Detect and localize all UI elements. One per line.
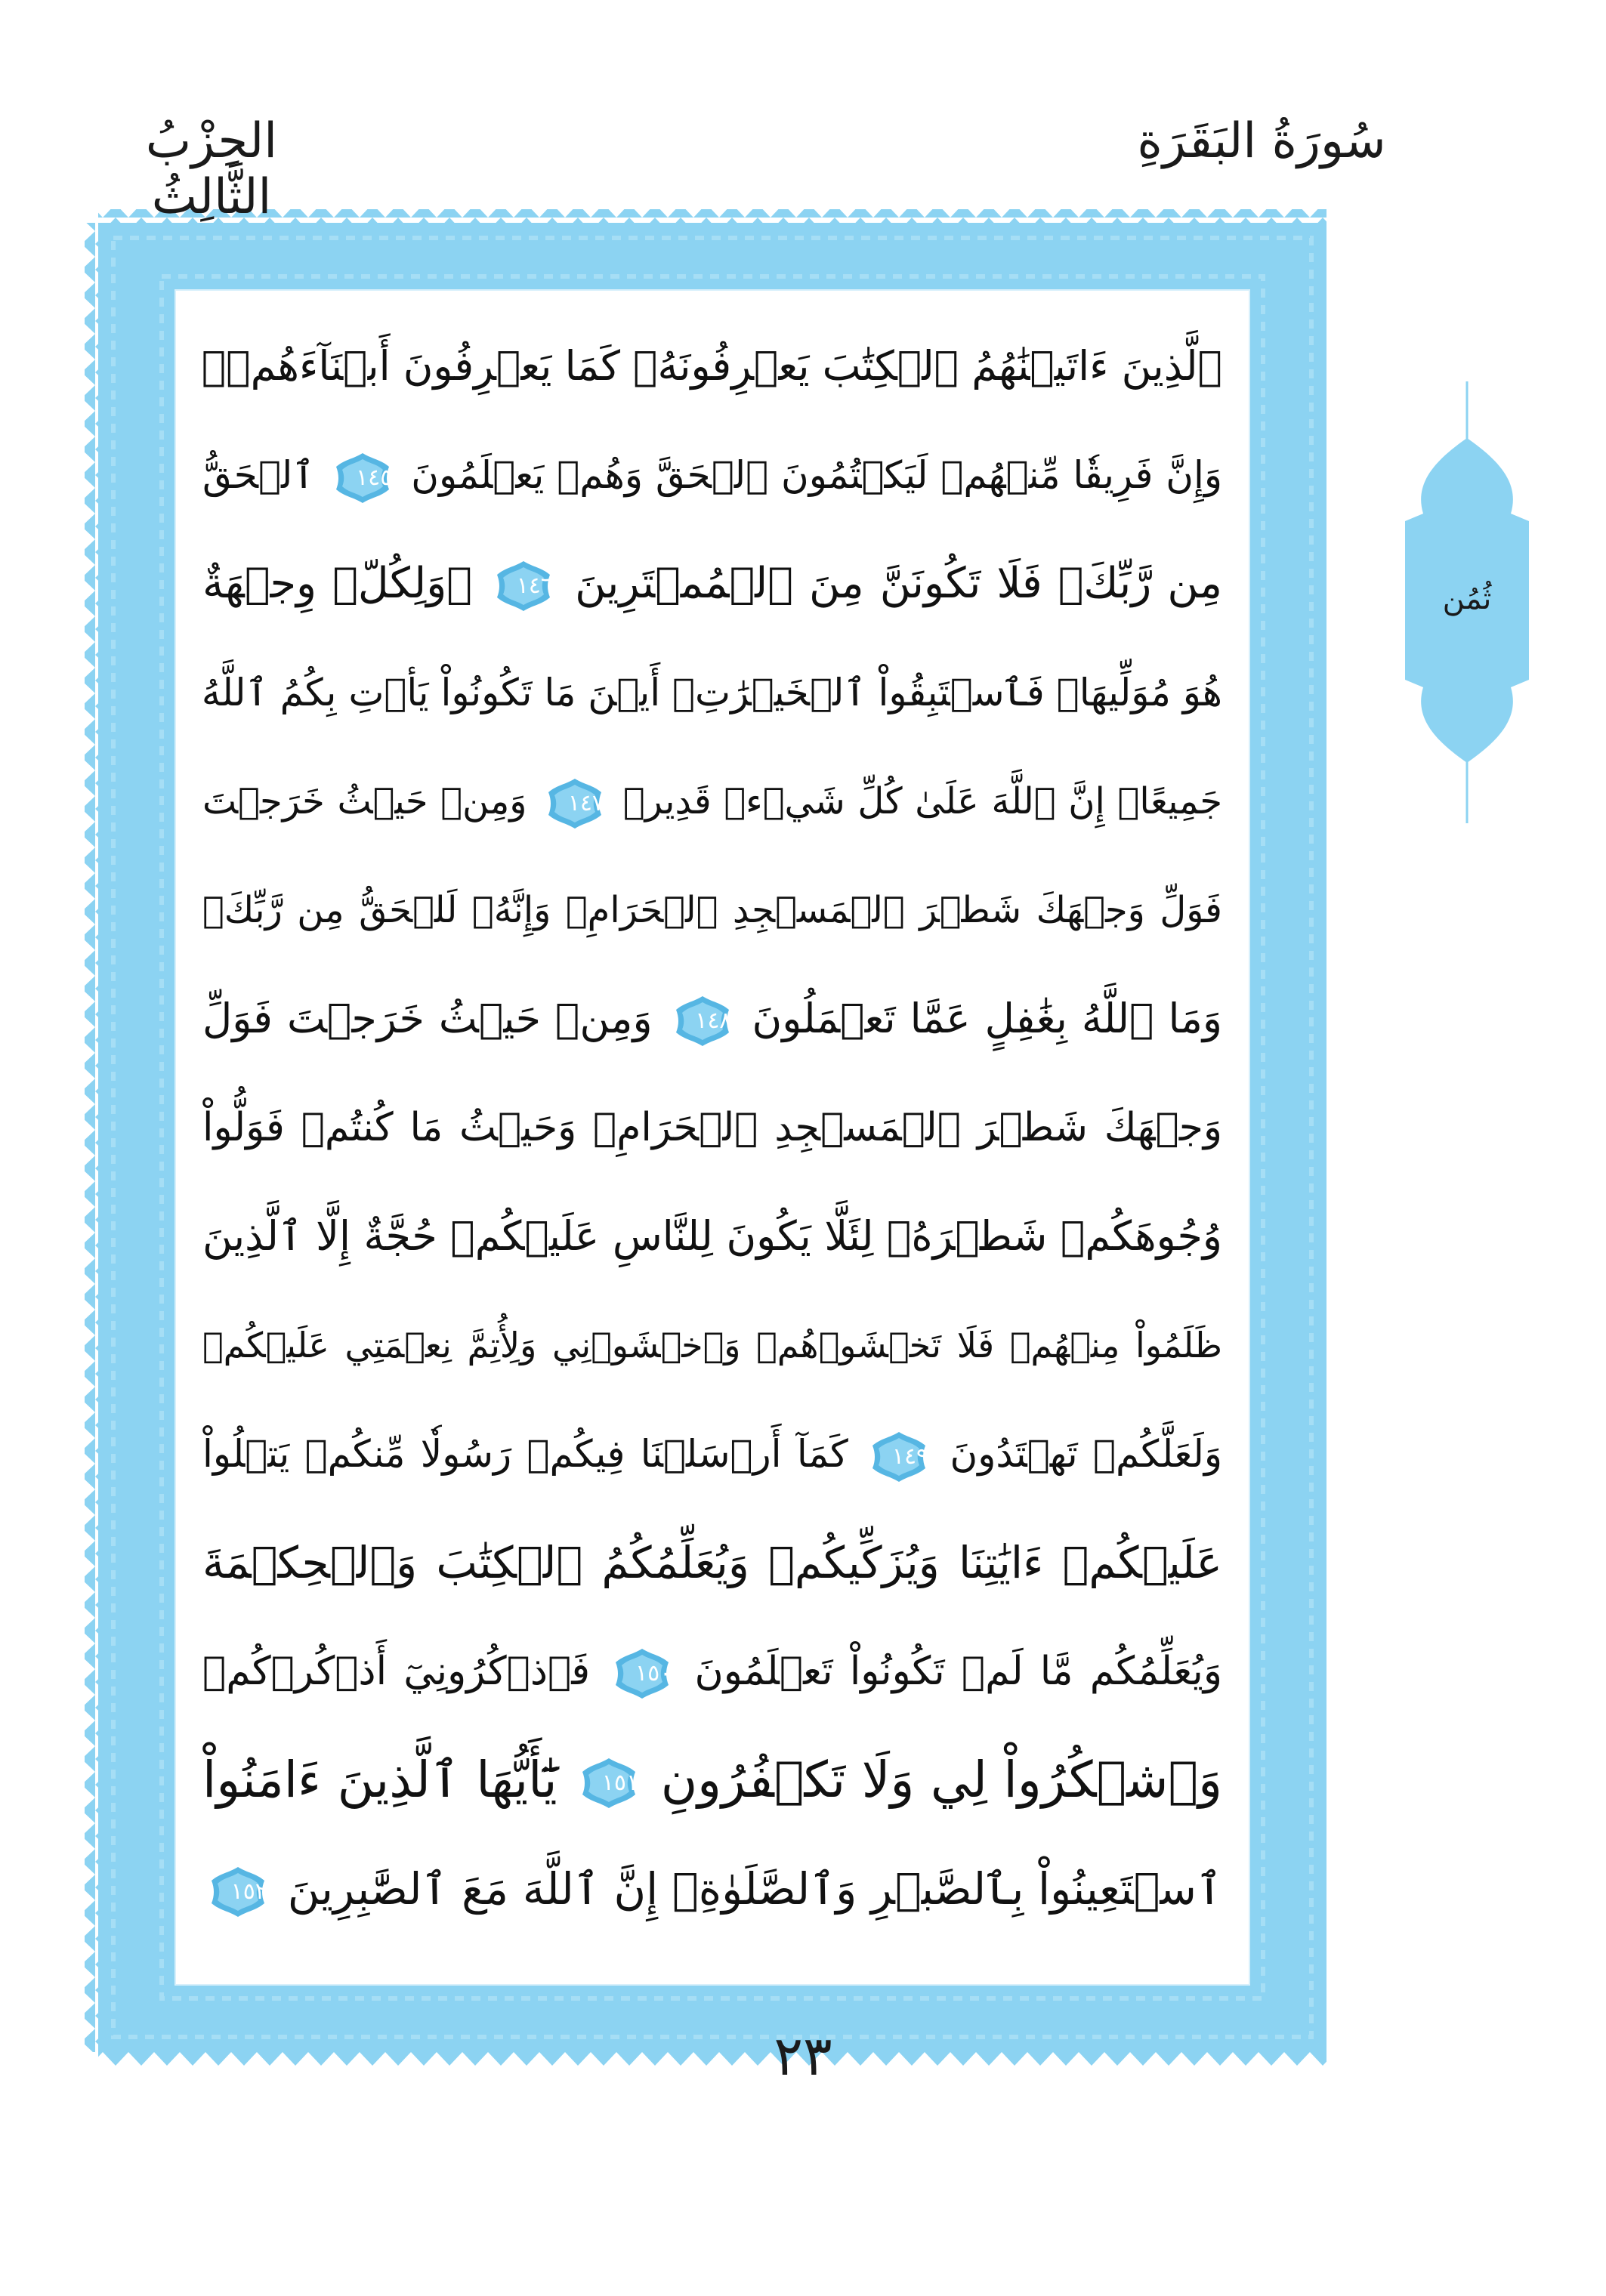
verse-line — [202, 434, 1222, 517]
verse-text: وَإِنَّ فَرِيقٗا مِّنۡهُمۡ لَيَكۡتُمُونَ ٱلۡحَقَّ وَهُمۡ يَعۡلَمُونَ — [411, 453, 1222, 497]
verse-text: وَلَعَلَّكُمۡ تَهۡتَدُونَ — [950, 1432, 1222, 1476]
verse-line — [202, 869, 1222, 952]
ayah-number-marker — [494, 560, 553, 613]
surah-title: سُورَةُ البَقَرَةِ — [1137, 113, 1386, 169]
frame-edge-left — [85, 223, 98, 2052]
verse-line — [202, 1195, 1222, 1278]
verse-text-continued: ٱلۡحَقُّ — [202, 453, 315, 497]
thumn-label: ثُمُن — [1442, 582, 1492, 616]
verse-text: مِن رَّبِّكَۖ فَلَا تَكُونَنَّ مِنَ ٱلۡمُمۡتَرِينَ — [575, 559, 1222, 608]
verse-text: ٱلَّذِينَ ءَاتَيۡنَٰهُمُ ٱلۡكِتَٰبَ يَعۡرِفُونَهُۥ كَمَا يَعۡرِفُونَ أَبۡنَآءَهُمۡۖ — [201, 342, 1222, 390]
verse-line — [202, 651, 1222, 734]
verse-text-continued: فَٱذۡكُرُونِيٓ أَذۡكُرۡكُمۡ — [202, 1649, 591, 1694]
verse-text-continued: كَمَآ أَرۡسَلۡنَا فِيكُمۡ رَسُولٗا مِّنكُمۡ يَتۡلُواْ — [202, 1432, 848, 1476]
hizb-title: الحِزْبُ الثَّالِثُ — [145, 113, 278, 225]
verse-text: وَٱشۡكُرُواْ لِي وَلَا تَكۡفُرُونِ — [660, 1751, 1222, 1809]
ayah-number: ١٤٩ — [891, 1443, 929, 1470]
verse-line — [202, 1086, 1222, 1169]
verse-line — [202, 1521, 1222, 1604]
verse-text-continued: وَمِنۡ حَيۡثُ خَرَجۡتَ فَوَلِّ — [202, 995, 653, 1042]
verse-text-continued: ۞وَلِكُلّٖ وِجۡهَةٌ — [202, 559, 472, 608]
page-number: ٢٣ — [774, 2024, 832, 2088]
verse-text: فَوَلِّ وَجۡهَكَ شَطۡرَ ٱلۡمَسۡجِدِ ٱلۡحَرَامِۖ وَإِنَّهُۥ لَلۡحَقُّ مِن رَّبِّكَۗ — [202, 889, 1222, 931]
ayah-number: ١٤٦ — [516, 572, 554, 599]
verse-line — [202, 325, 1222, 408]
ayah-number-marker — [613, 1647, 672, 1700]
verse-line — [202, 1630, 1222, 1713]
ayah-number-marker — [333, 452, 392, 505]
ayah-number-marker — [673, 995, 732, 1048]
quran-text-area — [180, 295, 1245, 1980]
frame-edge-right — [1313, 223, 1326, 2052]
verse-text-continued: يَٰٓأَيُّهَا ٱلَّذِينَ ءَامَنُواْ — [202, 1751, 557, 1809]
ayah-number: ١٤٨ — [695, 1008, 732, 1035]
verse-text: وَمَا ٱللَّهُ بِغَٰفِلٍ عَمَّا تَعۡمَلُونَ — [752, 995, 1222, 1042]
verse-text: وُجُوهَكُمۡ شَطۡرَهُۥ لِئَلَّا يَكُونَ لِلنَّاسِ عَلَيۡكُمۡ حُجَّةٌ إِلَّا ٱلَّذِينَ — [202, 1212, 1222, 1260]
verse-text: عَلَيۡكُمۡ ءَايَٰتِنَا وَيُزَكِّيكُمۡ وَيُعَلِّمُكُمُ ٱلۡكِتَٰبَ وَٱلۡحِكۡمَةَ — [202, 1537, 1222, 1588]
ayah-number-marker — [208, 1866, 267, 1918]
ayah-number-marker — [869, 1430, 928, 1483]
verse-text: جَمِيعًاۚ إِنَّ ٱللَّهَ عَلَىٰ كُلِّ شَيۡءٖ قَدِيرٞ — [622, 780, 1223, 822]
ayah-number: ١٤٥ — [356, 464, 393, 491]
ayah-number: ١٥٠ — [635, 1660, 672, 1687]
ayah-number: ١٤٧ — [567, 790, 605, 816]
verse-text: ظَلَمُواْ مِنۡهُمۡ فَلَا تَخۡشَوۡهُمۡ وَٱخۡشَوۡنِي وَلِأُتِمَّ نِعۡمَتِي عَلَيۡكُمۡ — [202, 1325, 1222, 1366]
ayah-number-marker — [579, 1757, 638, 1810]
verse-line — [202, 542, 1222, 625]
ayah-number: ١٥٢ — [230, 1878, 267, 1905]
ayah-number-marker — [545, 777, 604, 830]
verse-line — [202, 1304, 1222, 1387]
verse-line — [202, 977, 1222, 1060]
verse-text-continued: وَمِنۡ حَيۡثُ خَرَجۡتَ — [202, 780, 527, 822]
verse-text: وَجۡهَكَ شَطۡرَ ٱلۡمَسۡجِدِ ٱلۡحَرَامِۚ وَحَيۡثُ مَا كُنتُمۡ فَوَلُّواْ — [202, 1105, 1222, 1150]
verse-line — [202, 760, 1222, 843]
verse-text: وَيُعَلِّمُكُم مَّا لَمۡ تَكُونُواْ تَعۡلَمُونَ — [694, 1649, 1223, 1694]
verse-line — [202, 1412, 1222, 1495]
verse-line — [202, 1739, 1222, 1822]
verse-text: ٱسۡتَعِينُواْ بِٱلصَّبۡرِ وَٱلصَّلَوٰةِۚ إِنَّ ٱللَّهَ مَعَ ٱلصَّٰبِرِينَ — [287, 1863, 1222, 1915]
verse-text: هُوَ مُوَلِّيهَاۖ فَٱسۡتَبِقُواْ ٱلۡخَيۡرَٰتِۚ أَيۡنَ مَا تَكُونُواْ يَأۡتِ بِكُمُ ٱللَّهُ — [201, 671, 1222, 714]
verse-line — [202, 1847, 1222, 1930]
ayah-number: ١٥١ — [601, 1769, 639, 1796]
